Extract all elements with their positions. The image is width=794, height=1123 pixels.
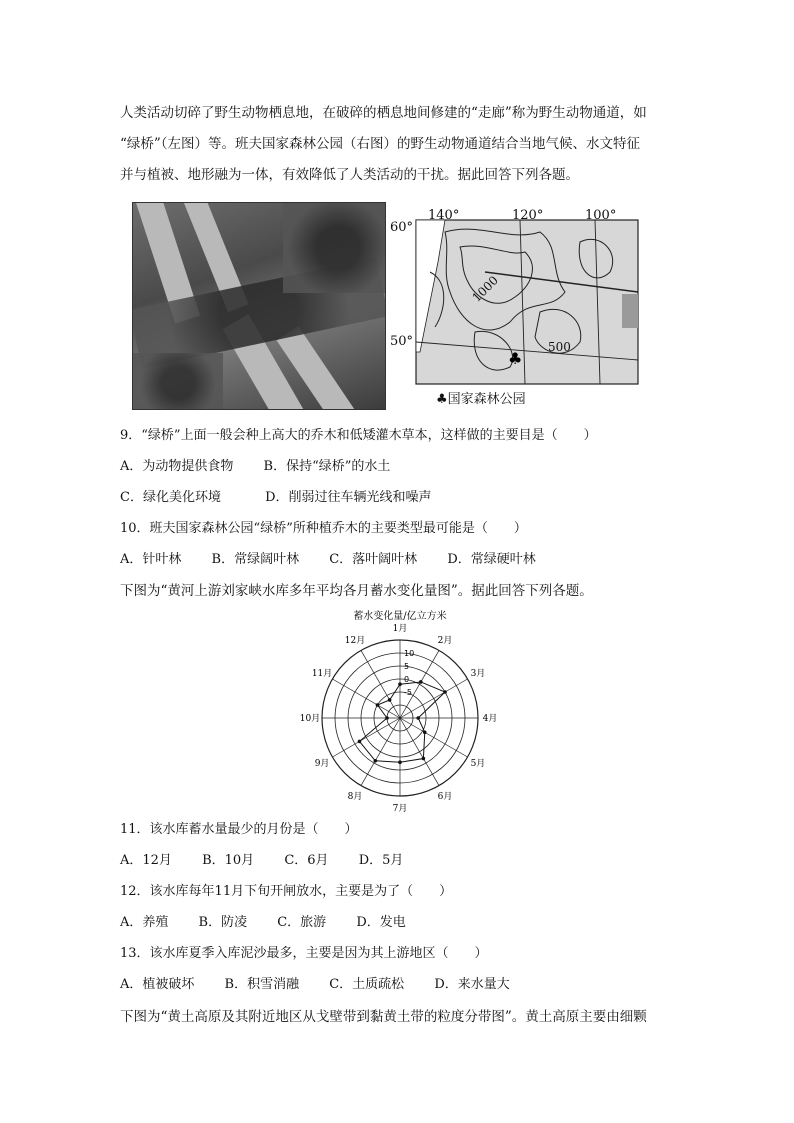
radar-month-label: 9月 [314,759,330,769]
radar-month-label: 3月 [470,669,486,679]
q9-options-row-1 [120,458,416,476]
radar-data-point [358,740,362,744]
q10-stem: 10．班夫国家森林公园“绿桥”所种植乔木的主要类型最可能是（ ） [120,521,527,536]
radar-spoke [400,679,468,718]
radar-month-label: 12月 [344,636,366,647]
q9-option-a[interactable]: A．为动物提供食物 [120,459,234,474]
q9-option-d[interactable]: D．削弱过往车辆光线和噪声 [265,490,432,505]
radar-data-point [419,680,423,684]
map-legend [436,388,526,407]
radar-data-point [376,703,380,707]
radar-data-point [423,731,427,735]
radar-spoke [332,718,400,757]
q10-option-d[interactable]: D．常绿硬叶林 [447,552,536,567]
q12-option-c[interactable]: C．旅游 [277,915,327,930]
q11-stem: 11．该水库蓄水量最少的月份是（ ） [120,822,358,837]
tree-icon: ♣ [436,392,448,407]
radar-tick-label: 10 [404,649,415,658]
park-marker-icon: ♣ [508,349,523,368]
radar-data-point [398,682,402,686]
q11-option-c[interactable]: C．6月 [284,853,329,868]
q13-option-a[interactable]: A．植被破坏 [120,977,195,992]
radar-month-label: 6月 [437,791,453,802]
radar-spoke [361,718,400,786]
contour-500-label: 500 [548,340,571,354]
q9-option-b[interactable]: B．保持“绿桥”的水土 [263,459,391,474]
banff-map [390,202,662,410]
q10-options [120,551,562,569]
q12-option-d[interactable]: D．发电 [356,915,406,930]
q12-option-b[interactable]: B．防凌 [198,915,248,930]
radar-spoke [361,650,400,718]
lat-50-label: 50° [390,334,414,349]
contour-1000-label: 1000 [469,273,502,305]
intro2: 下图为“黄河上游刘家峡水库多年平均各月蓄水变化量图”。据此回答下列各题。 [120,583,593,599]
intro3: 下图为“黄土高原及其附近地区从戈壁带到黏黄土带的粒度分带图”。黄土高原主要由细颗 [120,1009,647,1025]
radar-svg [290,608,510,813]
q11-option-b[interactable]: B．10月 [202,853,255,868]
radar-month-label: 5月 [470,759,486,769]
q13-option-c[interactable]: C．土质疏松 [329,977,405,992]
reservoir-radar-chart [290,608,510,817]
radar-data-point [416,716,420,720]
lat-60-label: 60° [390,220,414,235]
q13-options [120,976,536,994]
radar-month-label: 2月 [437,636,453,647]
green-bridge-photo [132,202,386,410]
q12-option-a[interactable]: A．养殖 [120,915,169,930]
lon-100-label: 100° [585,208,617,223]
q11-options [120,852,429,870]
radar-tick-label: -5 [404,688,412,697]
radar-data-point [398,760,402,764]
radar-title: 蓄水变化量/亿立方米 [353,611,447,622]
q11-option-a[interactable]: A．12月 [120,853,172,868]
radar-month-label: 10月 [299,714,321,724]
lon-140-label: 140° [428,208,460,223]
q10-option-b[interactable]: B．常绿阔叶林 [211,552,300,567]
q12-stem: 12．该水库每年11月下旬开闸放水，主要是为了（ ） [120,884,453,899]
q10-option-c[interactable]: C．落叶阔叶林 [329,552,418,567]
q12-options [120,914,432,932]
radar-month-label: 11月 [311,669,333,679]
radar-spoke [400,650,439,718]
radar-month-label: 1月 [392,624,408,634]
q11-option-d[interactable]: D．5月 [358,853,404,868]
radar-data-point [388,698,392,702]
radar-spoke [400,718,468,757]
intro-line-3: 并与植被、地形融为一体，有效降低了人类活动的干扰。据此回答下列各题。 [120,167,579,183]
q10-option-a[interactable]: A．针叶林 [120,552,182,567]
q9-options-row-2 [120,489,458,507]
legend-label: 国家森林公园 [447,392,526,407]
radar-data-point [422,757,426,761]
radar-month-label: 7月 [392,804,408,813]
radar-tick-label: 0 [404,675,410,684]
radar-data-point [385,716,389,720]
q9-stem: 9．“绿桥”上面一般会种上高大的乔木和低矮灌木草本，这样做的主要目是（ ） [120,428,597,443]
radar-month-label: 8月 [347,791,363,802]
intro-line-1: 人类活动切碎了野生动物栖息地，在破碎的栖息地间修建的“走廊”称为野生动物通道，如 [120,105,647,121]
radar-tick-label: 5 [404,662,410,671]
q13-option-d[interactable]: D．来水量大 [434,977,510,992]
radar-data-point [374,759,378,763]
lon-120-label: 120° [512,208,544,223]
radar-month-label: 4月 [482,714,498,724]
intro-line-2: “绿桥”（左图）等。班夫国家森林公园（右图）的野生动物通道结合当地气候、水文特征 [120,136,641,152]
radar-spoke [400,718,439,786]
q13-stem: 13．该水库夏季入库泥沙最多，主要是因为其上游地区（ ） [120,946,488,961]
radar-data-point [443,690,447,694]
q13-option-b[interactable]: B．积雪消融 [224,977,300,992]
q9-option-c[interactable]: C．绿化美化环境 [120,490,221,505]
